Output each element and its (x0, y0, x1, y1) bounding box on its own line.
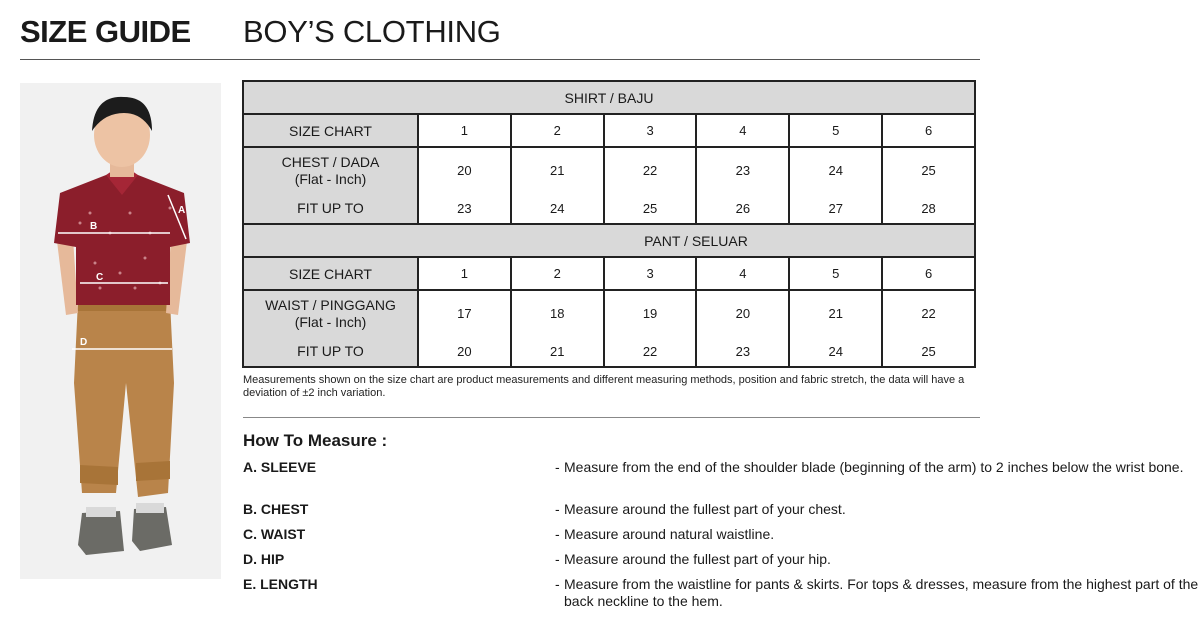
pant-fit-value: 25 (921, 344, 936, 359)
label-d: D (80, 337, 88, 348)
boy-illustration (20, 83, 221, 579)
shirt-title: SHIRT / BAJU (243, 81, 975, 114)
pant-value-cell (789, 290, 882, 367)
pant-size-label: SIZE CHART (243, 257, 418, 290)
page-subtitle: BOY’S CLOTHING (243, 14, 501, 49)
pant-measure-row (243, 290, 975, 367)
pant-title: PANT / SELUAR (418, 224, 975, 257)
chest-label: CHEST / DADA (281, 154, 380, 170)
shirt-value-cell (604, 147, 697, 224)
size-chart-table (242, 80, 976, 368)
shirt-size-cell: 3 (604, 114, 697, 147)
shirt-fit-value: 23 (457, 201, 472, 216)
model-photo (20, 83, 221, 579)
label-c: C (96, 272, 104, 283)
shirt-measure-row (243, 147, 975, 224)
pant-header-spacer (243, 224, 418, 257)
shirt-size-cell: 1 (418, 114, 511, 147)
pant-value-cell (418, 290, 511, 367)
waist-value: 17 (457, 306, 472, 321)
pant-measure-label-cell (243, 290, 418, 367)
measure-text: Measure around the fullest part of your chest. (564, 501, 846, 517)
shirt-fit-value: 24 (550, 201, 565, 216)
shirt-fit-value: 28 (921, 201, 936, 216)
chest-value: 24 (828, 163, 843, 178)
pant-fit-value: 20 (457, 344, 472, 359)
pant-size-row (243, 257, 975, 290)
shirt-size-cell: 5 (789, 114, 882, 147)
title-divider (20, 59, 980, 60)
chest-value: 21 (550, 163, 565, 178)
chest-value: 20 (457, 163, 472, 178)
pant-size-cell: 5 (789, 257, 882, 290)
measure-text: Measure from the end of the shoulder blade (beginning of the arm) to 2 inches below the wrist bone. (564, 459, 1184, 475)
chest-value: 25 (921, 163, 936, 178)
waist-value: 22 (921, 306, 936, 321)
shirt-value-cell (882, 147, 975, 224)
shirt-value-cell (789, 147, 882, 224)
shirt-fit-value: 25 (642, 201, 658, 216)
chest-unit: (Flat - Inch) (294, 171, 367, 187)
pant-value-cell (696, 290, 789, 367)
shirt-value-cell (511, 147, 604, 224)
page-title: SIZE GUIDE (20, 14, 191, 49)
how-to-measure-title: How To Measure : (243, 431, 388, 450)
label-b: B (90, 221, 98, 232)
pant-size-cell: 6 (882, 257, 975, 290)
pant-size-cell: 3 (604, 257, 697, 290)
measure-text: Measure around natural waistline. (564, 526, 775, 542)
pant-value-cell (604, 290, 697, 367)
waist-label: WAIST / PINGGANG (265, 297, 396, 313)
shirt-value-cell (418, 147, 511, 224)
pant-fit-value: 24 (828, 344, 843, 359)
shirt-fit-value: 26 (735, 201, 751, 216)
pant-fit-label: FIT UP TO (297, 343, 364, 359)
waist-value: 19 (642, 306, 658, 321)
section-divider (243, 417, 980, 418)
pant-section-header (243, 224, 975, 257)
measure-text: Measure from the waistline for pants & skirts. For tops & dresses, measure from the highest part of the back neckline to the hem. (564, 576, 1199, 609)
measurement-note: Measurements shown on the size chart are product measurements and different measuring methods, position and fabric stretch, the data will have a deviation of ±2 inch variation. (243, 374, 965, 399)
waist-value: 21 (828, 306, 843, 321)
pant-fit-value: 22 (642, 344, 658, 359)
measure-key: D. HIP (243, 551, 285, 567)
pant-value-cell (882, 290, 975, 367)
shirt-size-label: SIZE CHART (243, 114, 418, 147)
measure-key: C. WAIST (243, 526, 306, 542)
shirt-value-cell (696, 147, 789, 224)
pant-fit-value: 23 (735, 344, 751, 359)
shirt-size-cell: 4 (696, 114, 789, 147)
measure-key: E. LENGTH (243, 576, 318, 592)
pant-value-cell (511, 290, 604, 367)
chest-value: 22 (642, 163, 658, 178)
waist-value: 20 (735, 306, 751, 321)
shirt-fit-label: FIT UP TO (297, 200, 364, 216)
measure-key: B. CHEST (243, 501, 309, 517)
measure-key: A. SLEEVE (243, 459, 317, 475)
shirt-section-header (243, 81, 975, 114)
shirt-size-row (243, 114, 975, 147)
label-a: A (178, 205, 186, 216)
shirt-size-cell: 6 (882, 114, 975, 147)
waist-unit: (Flat - Inch) (294, 314, 367, 330)
pant-size-cell: 1 (418, 257, 511, 290)
measure-text: Measure around the fullest part of your hip. (564, 551, 831, 567)
chest-value: 23 (735, 163, 751, 178)
pant-size-cell: 2 (511, 257, 604, 290)
shirt-fit-value: 27 (828, 201, 843, 216)
waist-value: 18 (550, 306, 565, 321)
shirt-size-cell: 2 (511, 114, 604, 147)
pant-fit-value: 21 (550, 344, 565, 359)
pant-size-cell: 4 (696, 257, 789, 290)
shirt-measure-label-cell (243, 147, 418, 224)
